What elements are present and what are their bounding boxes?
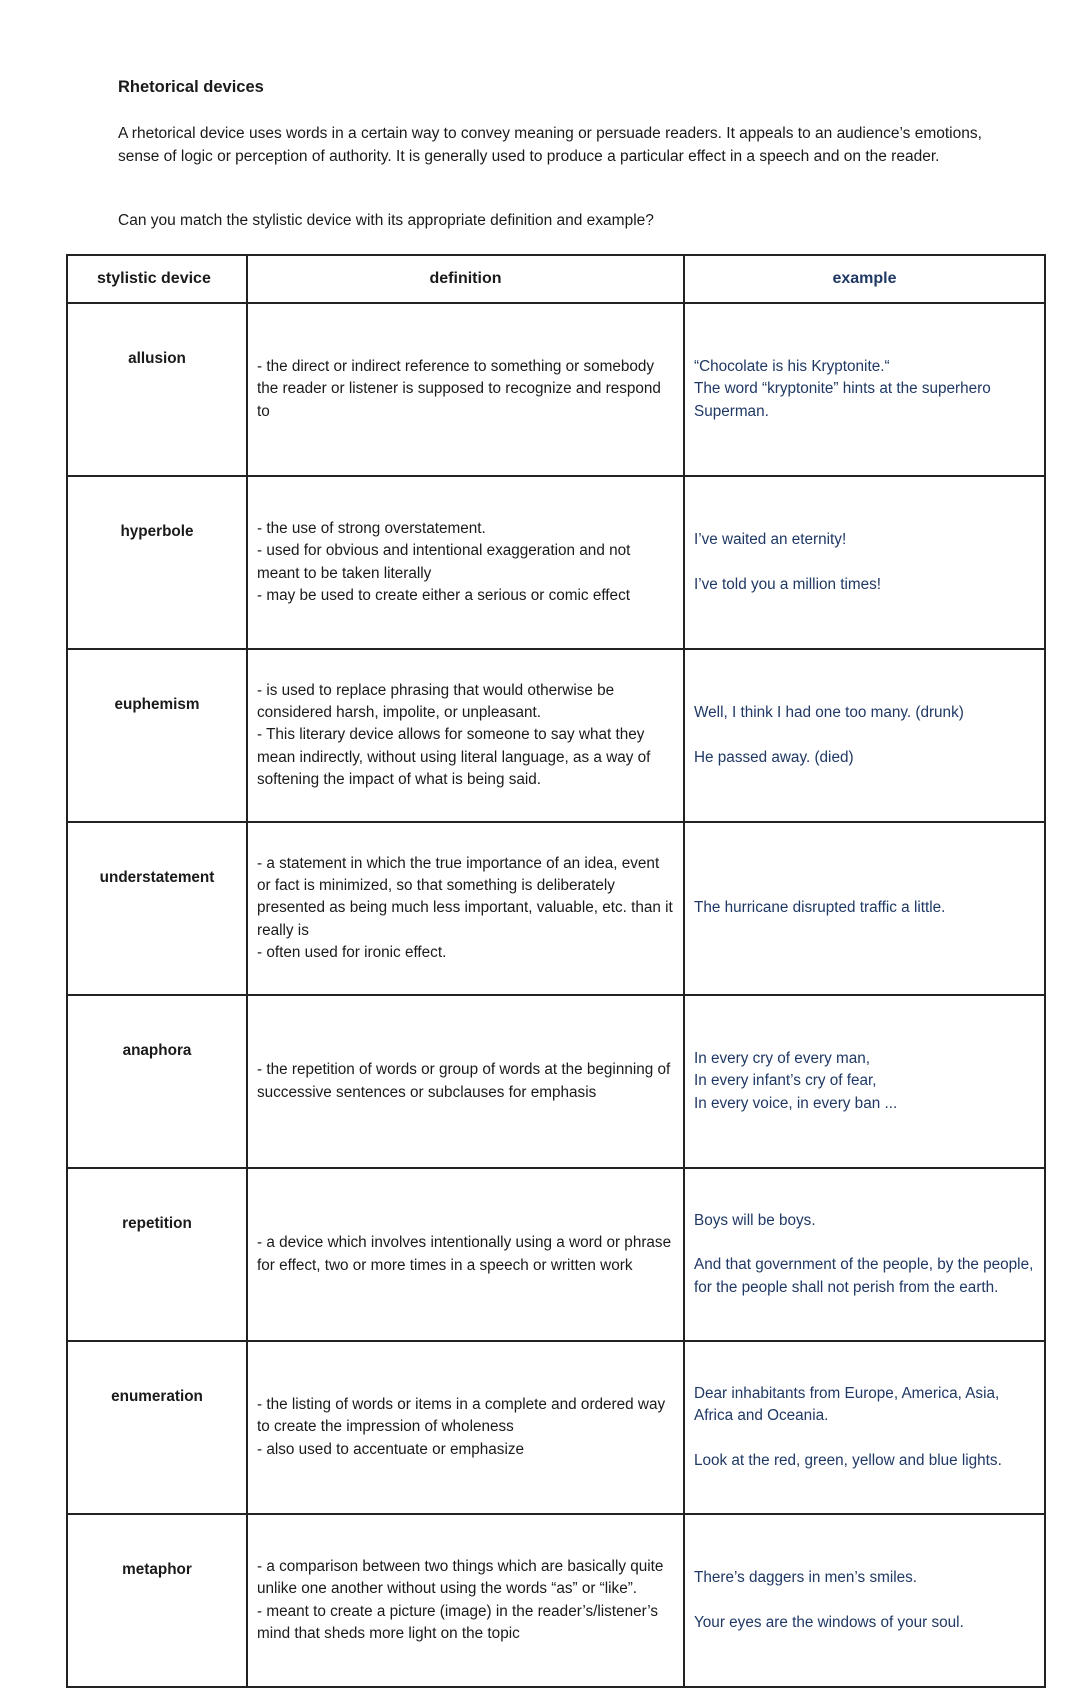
- example-text: Your eyes are the windows of your soul.: [694, 1613, 964, 1631]
- table-row-understatement: [67, 822, 1045, 995]
- example-text: In every cry of every man, In every infant’s cry of fear, In every voice, in every ban ...: [694, 1050, 898, 1112]
- device-name: metaphor: [67, 1514, 247, 1687]
- header-definition: definition: [247, 255, 684, 303]
- intro-paragraph: A rhetorical device uses words in a certain way to convey meaning or persuade readers. It appeals to an audience’s emotions, sense of logic or perception of authority. It is generally used to produce a particular effect in a speech and on the reader.: [118, 125, 982, 165]
- example-text: Boys will be boys.: [694, 1212, 816, 1230]
- example-text: Look at the red, green, yellow and blue lights.: [694, 1451, 1002, 1469]
- example-spacer: [694, 1428, 1036, 1450]
- task-question: Can you match the stylistic device with its appropriate definition and example?: [118, 212, 654, 229]
- definition-line: - the repetition of words or group of words at the beginning of successive sentences or subclauses for emphasis: [257, 1061, 671, 1101]
- definition-cell: [247, 822, 684, 995]
- example-spacer: [694, 1232, 1036, 1254]
- device-name: understatement: [67, 822, 247, 995]
- table-row-anaphora: [67, 995, 1045, 1168]
- example-text: The hurricane disrupted traffic a little.: [694, 899, 946, 917]
- definition-line: - a statement in which the true importance of an idea, event or fact is minimized, so that something is deliberately presented as being much less important, valuable, etc. than it really is: [257, 854, 673, 939]
- example-spacer: [694, 552, 1036, 574]
- definition-cell: [247, 476, 684, 649]
- table-row-metaphor: [67, 1514, 1045, 1687]
- example-spacer: [694, 1590, 1036, 1612]
- example-cell: [684, 1341, 1045, 1514]
- table-header-row: [67, 255, 1045, 303]
- example-text: I’ve told you a million times!: [694, 575, 882, 593]
- example-text: “Chocolate is his Kryptonite.“ The word “kryptonite” hints at the superhero Superman.: [694, 358, 991, 420]
- table-body: [67, 303, 1045, 1687]
- example-cell: [684, 649, 1045, 822]
- definition-line: - This literary device allows for someone to say what they mean indirectly, without using literal language, as a way of softening the impact of what is being said.: [257, 726, 651, 788]
- header-stylistic-device: stylistic device: [67, 255, 247, 303]
- definition-cell: [247, 995, 684, 1168]
- device-name: allusion: [67, 303, 247, 476]
- device-name: anaphora: [67, 995, 247, 1168]
- example-text: He passed away. (died): [694, 748, 854, 766]
- example-text: Dear inhabitants from Europe, America, Asia, Africa and Oceania.: [694, 1385, 1000, 1425]
- definition-line: - a device which involves intentionally using a word or phrase for effect, two or more times in a speech or written work: [257, 1234, 672, 1274]
- devices-table: [66, 254, 1046, 1688]
- definition-line: - used for obvious and intentional exaggeration and not meant to be taken literally: [257, 542, 631, 582]
- device-name: hyperbole: [67, 476, 247, 649]
- definition-line: - the direct or indirect reference to something or somebody the reader or listener is supposed to recognize and respond to: [257, 358, 661, 420]
- definition-cell: [247, 649, 684, 822]
- header-example: example: [684, 255, 1045, 303]
- example-spacer: [694, 725, 1036, 747]
- definition-line: - often used for ironic effect.: [257, 943, 447, 961]
- definition-cell: [247, 1514, 684, 1687]
- definition-line: - also used to accentuate or emphasize: [257, 1440, 525, 1458]
- example-text: And that government of the people, by the people, for the people shall not perish from the earth.: [694, 1256, 1034, 1296]
- definition-line: - meant to create a picture (image) in the reader’s/listener’s mind that sheds more light on the topic: [257, 1602, 659, 1642]
- definition-line: - a comparison between two things which are basically quite unlike one another without using the words “as” or “like”.: [257, 1557, 664, 1598]
- example-text: I’ve waited an eternity!: [694, 531, 847, 549]
- definition-cell: [247, 303, 684, 476]
- table-row-allusion: [67, 303, 1045, 476]
- example-text: There’s daggers in men’s smiles.: [694, 1569, 918, 1587]
- table-row-repetition: [67, 1168, 1045, 1341]
- definition-line: - the use of strong overstatement.: [257, 519, 486, 537]
- definition-line: - the listing of words or items in a complete and ordered way to create the impression of wholeness: [257, 1396, 666, 1436]
- example-cell: [684, 1514, 1045, 1687]
- definition-cell: [247, 1168, 684, 1341]
- definition-line: - may be used to create either a serious or comic effect: [257, 586, 630, 604]
- definition-cell: [247, 1341, 684, 1514]
- table-row-enumeration: [67, 1341, 1045, 1514]
- example-cell: [684, 303, 1045, 476]
- definition-line: - is used to replace phrasing that would otherwise be considered harsh, impolite, or unpleasant.: [257, 681, 615, 722]
- device-name: euphemism: [67, 649, 247, 822]
- device-name: repetition: [67, 1168, 247, 1341]
- example-cell: [684, 995, 1045, 1168]
- page-title: Rhetorical devices: [118, 78, 264, 96]
- example-cell: [684, 822, 1045, 995]
- table-row-euphemism: [67, 649, 1045, 822]
- example-text: Well, I think I had one too many. (drunk): [694, 704, 964, 722]
- device-name: enumeration: [67, 1341, 247, 1514]
- example-cell: [684, 1168, 1045, 1341]
- example-cell: [684, 476, 1045, 649]
- table-row-hyperbole: [67, 476, 1045, 649]
